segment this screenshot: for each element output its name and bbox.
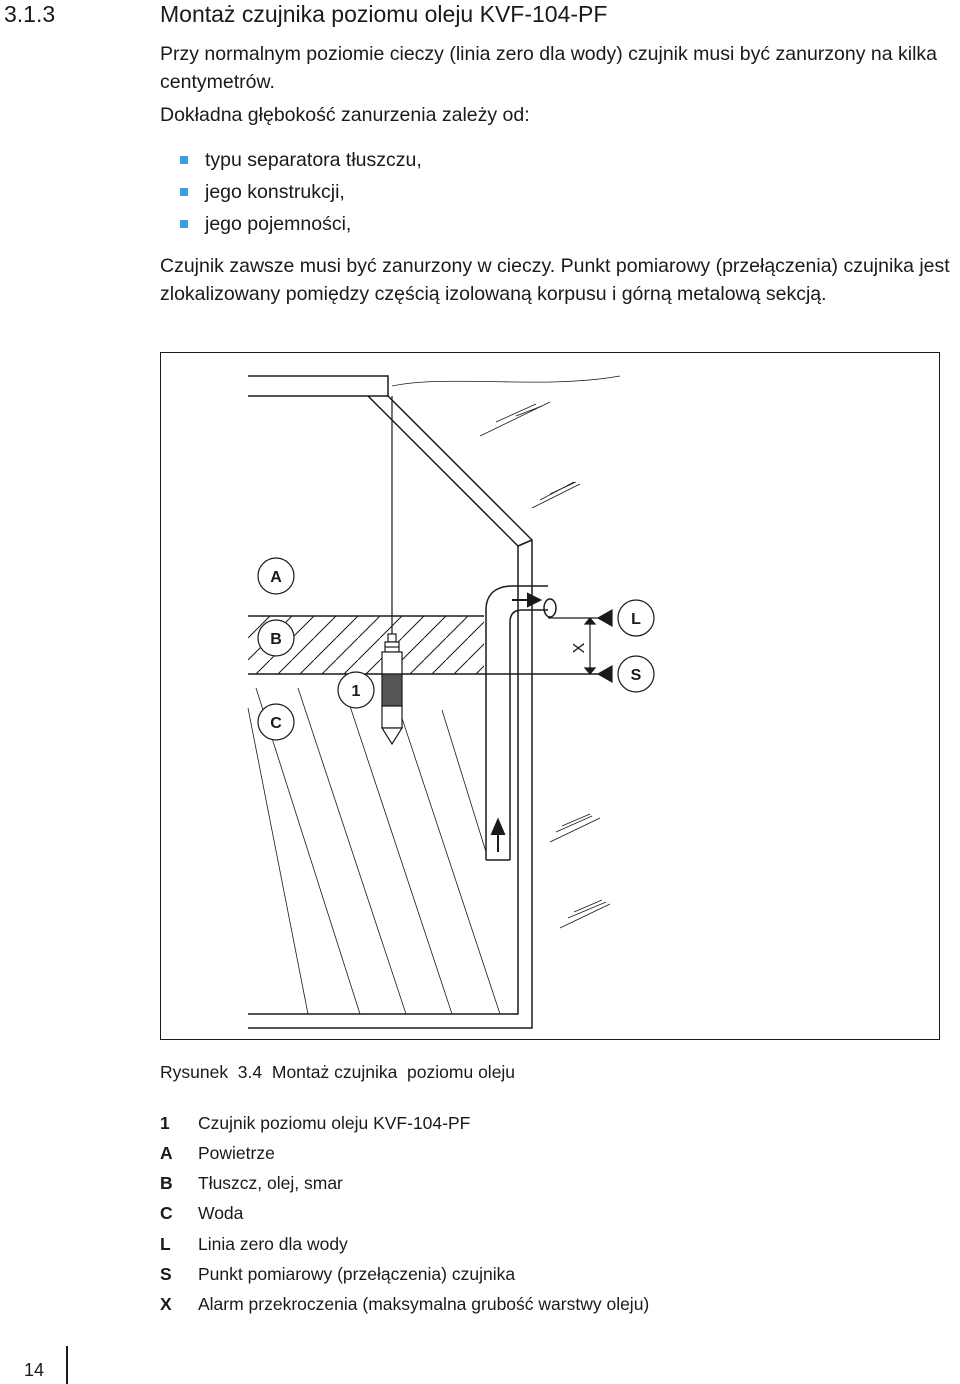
bullet-square-icon — [180, 220, 188, 228]
legend-key: 1 — [160, 1113, 170, 1133]
label-1-text: 1 — [351, 683, 361, 700]
label-A-text: A — [270, 569, 282, 586]
legend-text: Woda — [198, 1203, 244, 1223]
intro-paragraph-2: Dokładna głębokość zanurzenia zależy od: — [160, 104, 530, 126]
oil-level-sensor — [382, 634, 402, 744]
legend-key: B — [160, 1173, 173, 1193]
legend-text: Powietrze — [198, 1143, 275, 1163]
label-S-text: S — [630, 667, 642, 684]
section-title: Montaż czujnika poziomu oleju KVF-104-PF — [160, 1, 608, 27]
intro-paragraph-1: Przy normalnym poziomie cieczy (linia zero dla wody) czujnik musi być zanurzony na kilka centymetrów. — [160, 43, 938, 93]
page-number: 14 — [24, 1360, 45, 1380]
legend-text: Linia zero dla wody — [198, 1234, 348, 1254]
page-divider — [66, 1346, 68, 1384]
legend-key: L — [160, 1234, 171, 1254]
figure-caption: Rysunek 3.4 Montaż czujnika poziomu oleju — [160, 1062, 516, 1082]
installation-diagram — [160, 352, 940, 1040]
intro-paragraph-3: Czujnik zawsze musi być zanurzony w cieczy. Punkt pomiarowy (przełączenia) czujnika jest zlokalizowany pomiędzy częścią izolowaną korpusu i górną metalową sekcją. — [160, 255, 950, 305]
legend-key: S — [160, 1264, 172, 1284]
legend-key: C — [160, 1203, 173, 1223]
legend-key: X — [160, 1294, 172, 1314]
label-C-text: C — [270, 715, 282, 732]
label-X-text: X — [571, 642, 588, 654]
flow-arrows — [492, 594, 540, 852]
bullet-square-icon — [180, 156, 188, 164]
legend-text: Czujnik poziomu oleju KVF-104-PF — [198, 1113, 471, 1133]
section-number: 3.1.3 — [4, 1, 56, 27]
legend-text: Tłuszcz, olej, smar — [198, 1173, 343, 1193]
figure-frame — [161, 353, 940, 1040]
inlet-pipe — [486, 586, 556, 860]
legend-text: Alarm przekroczenia (maksymalna grubość warstwy oleju) — [198, 1294, 650, 1314]
legend-text: Punkt pomiarowy (przełączenia) czujnika — [198, 1264, 516, 1284]
bullet-square-icon — [180, 188, 188, 196]
label-B-text: B — [270, 631, 282, 648]
legend-key: A — [160, 1143, 173, 1163]
label-L-text: L — [631, 611, 641, 628]
